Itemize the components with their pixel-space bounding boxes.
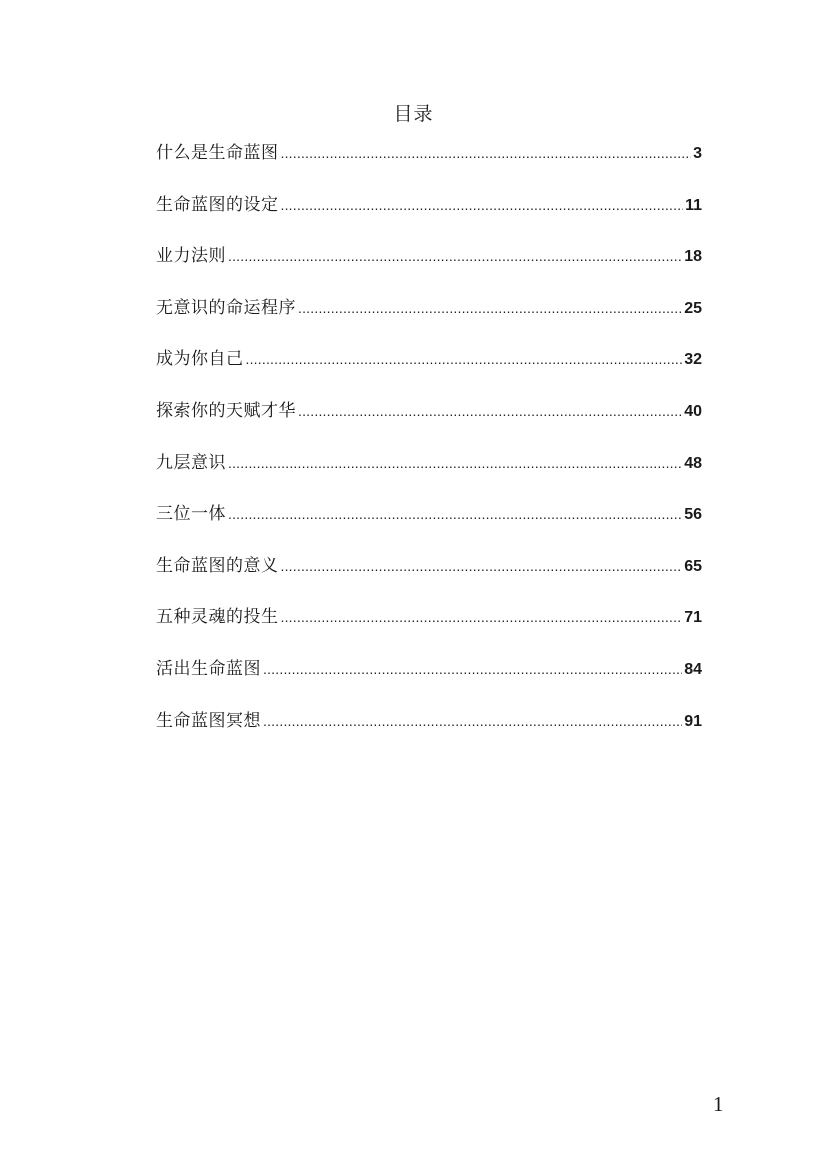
toc-entry-label: 三位一体 <box>156 504 226 525</box>
page-number: 1 <box>713 1092 724 1116</box>
toc-entry-page: 11 <box>685 196 702 214</box>
toc-entry-label: 五种灵魂的投生 <box>156 607 279 628</box>
toc-dot-leader <box>228 243 682 269</box>
toc-dot-leader <box>281 140 692 166</box>
toc-entry-page: 91 <box>684 712 702 730</box>
toc-title: 目录 <box>393 103 434 125</box>
toc-entry[interactable] <box>156 398 702 450</box>
toc-dot-leader <box>281 604 683 630</box>
toc-entry[interactable] <box>156 346 702 398</box>
toc-entry-page: 25 <box>684 299 702 317</box>
toc-dot-leader <box>281 553 683 579</box>
toc-dot-leader <box>263 708 682 734</box>
toc-entry-page: 71 <box>684 609 702 627</box>
toc-dot-leader <box>228 501 682 527</box>
toc-entry-page: 3 <box>693 145 702 162</box>
toc-entry-page: 48 <box>684 454 702 472</box>
toc-dot-leader <box>281 192 684 218</box>
toc-entry-page: 84 <box>684 660 702 678</box>
toc-dot-leader <box>263 656 682 682</box>
toc-entry-label: 生命蓝图的意义 <box>156 555 279 576</box>
toc-entry[interactable] <box>156 192 702 244</box>
toc-entry-label: 生命蓝图的设定 <box>156 194 279 215</box>
toc-dot-leader <box>228 450 682 476</box>
toc-entry-label: 无意识的命运程序 <box>156 297 296 318</box>
toc-entry-page: 18 <box>684 248 702 266</box>
toc-entry[interactable] <box>156 450 702 502</box>
toc-entry-label: 业力法则 <box>156 246 226 267</box>
toc-entry[interactable] <box>156 708 702 760</box>
toc-entry-label: 活出生命蓝图 <box>156 658 261 679</box>
toc-entry[interactable] <box>156 656 702 708</box>
toc-entry-label: 成为你自己 <box>156 349 244 370</box>
toc-entry-page: 65 <box>684 557 702 575</box>
toc-entry-page: 32 <box>684 351 702 369</box>
toc-entry-label: 九层意识 <box>156 452 226 473</box>
toc-entry[interactable] <box>156 553 702 605</box>
toc-entry-page: 56 <box>684 506 702 524</box>
toc-entry-label: 生命蓝图冥想 <box>156 710 261 731</box>
toc-entry-label: 什么是生命蓝图 <box>156 143 279 163</box>
toc-dot-leader <box>246 346 683 372</box>
toc-dot-leader <box>298 295 682 321</box>
toc-entry[interactable] <box>156 295 702 347</box>
toc-entry[interactable] <box>156 604 702 656</box>
toc-entry[interactable] <box>156 243 702 295</box>
toc-entry-page: 40 <box>684 402 702 420</box>
toc-list <box>156 140 702 759</box>
toc-entry[interactable] <box>156 140 702 192</box>
toc-entry-label: 探索你的天赋才华 <box>156 400 296 421</box>
toc-entry[interactable] <box>156 501 702 553</box>
toc-dot-leader <box>298 398 682 424</box>
